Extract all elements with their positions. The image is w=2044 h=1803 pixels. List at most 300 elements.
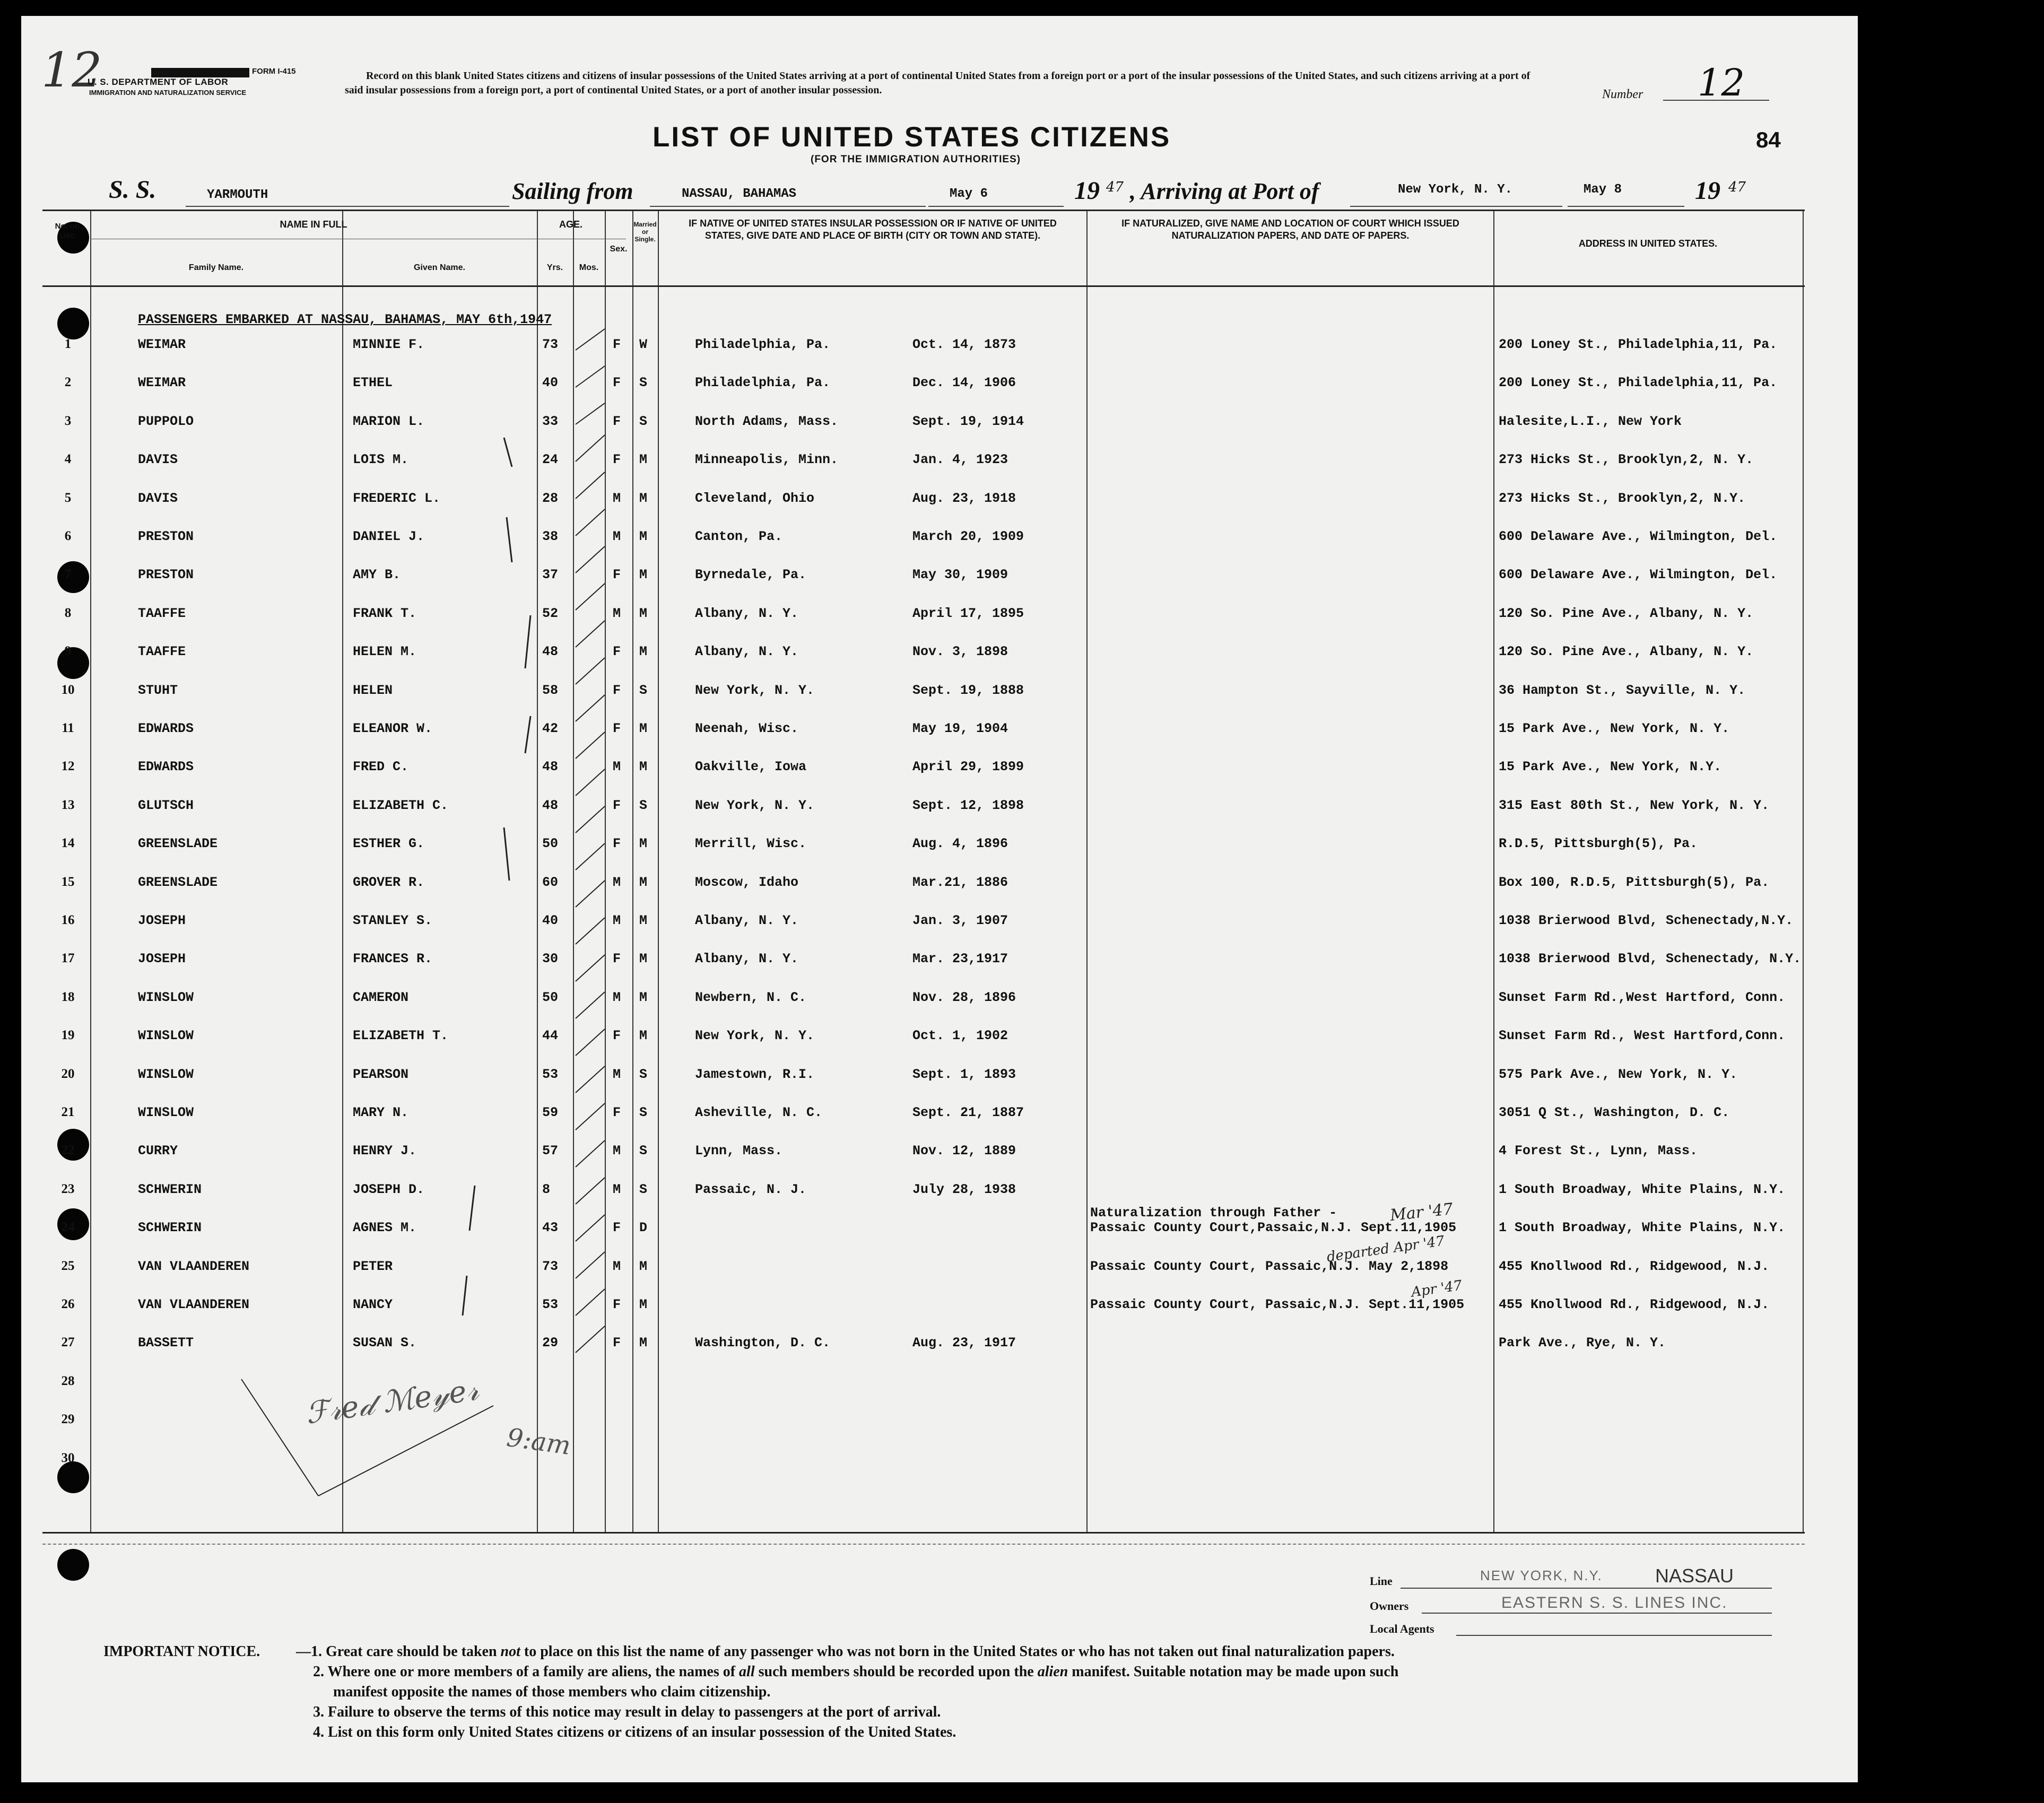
family-name: GREENSLADE bbox=[138, 836, 218, 852]
naturalization: Passaic County Court, Passaic,N.J. Sept.11,1905 bbox=[1090, 1297, 1465, 1312]
birth-date: April 17, 1895 bbox=[912, 605, 1024, 621]
family-name: WEIMAR bbox=[138, 375, 186, 391]
row-number: 2 bbox=[64, 375, 72, 390]
given-name: ELIZABETH T. bbox=[353, 1028, 449, 1044]
birth-date: Jan. 3, 1907 bbox=[912, 913, 1008, 928]
family-name: DAVIS bbox=[138, 452, 178, 468]
notice-2-emph: all bbox=[739, 1663, 755, 1680]
marital-status: M bbox=[639, 1335, 648, 1351]
address: 200 Loney St., Philadelphia,11, Pa. bbox=[1499, 375, 1778, 391]
age-years: 30 bbox=[542, 951, 559, 967]
sex: F bbox=[613, 337, 621, 352]
address: 120 So. Pine Ave., Albany, N. Y. bbox=[1499, 605, 1754, 621]
intro-text: Record on this blank United States citizens and citizens of insular possessions of the United States arriving at a port of continental United States from a foreign port or a port of the insular possessions of the United States, and such citizens arriving at a port of said insular possessions from a foreign port, a port of continental United States, or a port of another insular possession. bbox=[345, 70, 1530, 96]
address: 600 Delaware Ave., Wilmington, Del. bbox=[1499, 567, 1778, 583]
sex: M bbox=[613, 759, 621, 775]
row-number: 12 bbox=[61, 759, 75, 774]
row-number: 8 bbox=[64, 605, 72, 620]
col-header-mos: Mos. bbox=[579, 263, 599, 272]
family-name: DAVIS bbox=[138, 490, 178, 506]
sex: M bbox=[613, 1181, 621, 1197]
address: Box 100, R.D.5, Pittsburgh(5), Pa. bbox=[1499, 874, 1770, 890]
sex: F bbox=[613, 951, 621, 967]
address: 273 Hicks St., Brooklyn,2, N.Y. bbox=[1499, 490, 1746, 506]
marital-status: S bbox=[639, 413, 648, 429]
row-number: 13 bbox=[61, 797, 75, 812]
given-name: MINNIE F. bbox=[353, 337, 425, 352]
naturalization: Passaic County Court, Passaic,N.J. May 2,1898 bbox=[1090, 1258, 1449, 1274]
family-name: PUPPOLO bbox=[138, 413, 194, 429]
given-name: FRED C. bbox=[353, 759, 409, 775]
birth-date: Sept. 12, 1898 bbox=[912, 797, 1024, 813]
address: 4 Forest St., Lynn, Mass. bbox=[1499, 1143, 1698, 1159]
row-number: 29 bbox=[61, 1412, 75, 1427]
marital-status: S bbox=[639, 797, 648, 813]
sex: M bbox=[613, 874, 621, 890]
sex: F bbox=[613, 452, 621, 468]
birth-date: Sept. 1, 1893 bbox=[912, 1066, 1016, 1082]
row-number: 5 bbox=[64, 490, 72, 505]
row-number: 19 bbox=[61, 1028, 75, 1043]
given-name: JOSEPH D. bbox=[353, 1181, 425, 1197]
birth-place: Cleveland, Ohio bbox=[695, 490, 815, 506]
row-number: 27 bbox=[61, 1335, 75, 1350]
notice-3: 3. Failure to observe the terms of this notice may result in delay to passengers at the port of arrival. bbox=[313, 1704, 941, 1720]
birth-date: Nov. 3, 1898 bbox=[912, 644, 1008, 660]
marital-status: S bbox=[639, 1066, 648, 1082]
age-years: 8 bbox=[542, 1181, 551, 1197]
address: 1 South Broadway, White Plains, N.Y. bbox=[1499, 1220, 1786, 1236]
notice-2-emph2: alien bbox=[1037, 1663, 1068, 1680]
marital-status: M bbox=[639, 452, 648, 468]
address: Sunset Farm Rd.,West Hartford, Conn. bbox=[1499, 989, 1786, 1005]
age-years: 48 bbox=[542, 797, 559, 813]
age-years: 57 bbox=[542, 1143, 559, 1159]
given-name: MARION L. bbox=[353, 413, 425, 429]
col-header-married: Married or Single. bbox=[633, 221, 657, 243]
birth-place: Canton, Pa. bbox=[695, 529, 783, 544]
sex: F bbox=[613, 721, 621, 736]
annotation-row23: Mar '47 bbox=[1389, 1199, 1454, 1225]
family-name: JOSEPH bbox=[138, 951, 186, 967]
birth-place: North Adams, Mass. bbox=[695, 413, 839, 429]
page-title: LIST OF UNITED STATES CITIZENS bbox=[653, 121, 1171, 153]
row-number: 6 bbox=[64, 529, 72, 543]
number-label: Number bbox=[1602, 88, 1643, 101]
sex: M bbox=[613, 1143, 621, 1159]
given-name: FRANCES R. bbox=[353, 951, 433, 967]
birth-place: Philadelphia, Pa. bbox=[695, 375, 831, 391]
family-name: BASSETT bbox=[138, 1335, 194, 1351]
ss-label: S. S. bbox=[109, 176, 156, 204]
depart-year: 47 bbox=[1106, 179, 1124, 195]
age-years: 24 bbox=[542, 452, 559, 468]
birth-place: Byrnedale, Pa. bbox=[695, 567, 807, 583]
row-number: 10 bbox=[61, 682, 75, 697]
sex: M bbox=[613, 1258, 621, 1274]
marital-status: M bbox=[639, 759, 648, 775]
birth-place: Minneapolis, Minn. bbox=[695, 452, 839, 468]
signature-time: 9:am bbox=[505, 1422, 573, 1461]
annotation-row25: Apr '47 bbox=[1410, 1277, 1463, 1301]
sex: M bbox=[613, 1066, 621, 1082]
given-name: LOIS M. bbox=[353, 452, 409, 468]
birth-date: July 28, 1938 bbox=[912, 1181, 1016, 1197]
ship-name: YARMOUTH bbox=[207, 188, 268, 202]
given-name: AMY B. bbox=[353, 567, 401, 583]
family-name: GLUTSCH bbox=[138, 797, 194, 813]
bracket-mark-2 bbox=[525, 615, 530, 753]
col-header-birth: IF NATIVE OF UNITED STATES INSULAR POSSESSION OR IF NATIVE OF UNITED STATES, GIVE DATE AND PLACE OF BIRTH (CITY OR TOWN AND STATE). bbox=[689, 218, 1057, 241]
departure-port: NASSAU, BAHAMAS bbox=[682, 187, 797, 201]
bracket-mark-4 bbox=[463, 1186, 475, 1316]
address: 1038 Brierwood Blvd, Schenectady,N.Y. bbox=[1499, 913, 1794, 928]
notice-2-suffix: manifest. Suitable notation may be made upon such bbox=[1068, 1663, 1399, 1680]
family-name: JOSEPH bbox=[138, 913, 186, 928]
age-years: 53 bbox=[542, 1066, 559, 1082]
department: U. S. DEPARTMENT OF LABOR bbox=[88, 77, 229, 87]
address: 455 Knollwood Rd., Ridgewood, N.J. bbox=[1499, 1297, 1770, 1312]
form-number: FORM I-415 bbox=[252, 67, 296, 76]
address: Halesite,L.I., New York bbox=[1499, 413, 1682, 429]
notice-2-line2: manifest opposite the names of those members who claim citizenship. bbox=[333, 1684, 771, 1700]
given-name: MARY N. bbox=[353, 1105, 409, 1120]
birth-place: Newbern, N. C. bbox=[695, 989, 807, 1005]
marital-status: S bbox=[639, 1181, 648, 1197]
given-name: DANIEL J. bbox=[353, 529, 425, 544]
col-header-family: Family Name. bbox=[188, 263, 244, 272]
arrival-date: May 8 bbox=[1584, 182, 1622, 197]
birth-date: Aug. 23, 1917 bbox=[912, 1335, 1016, 1351]
col-header-sex: Sex. bbox=[610, 245, 628, 254]
row-number: 18 bbox=[61, 989, 75, 1004]
sex: M bbox=[613, 490, 621, 506]
notice-4: 4. List on this form only United States citizens or citizens of an insular possession of the United States. bbox=[313, 1724, 956, 1740]
marital-status: S bbox=[639, 1143, 648, 1159]
given-name: ELIZABETH C. bbox=[353, 797, 449, 813]
birth-place: Passaic, N. J. bbox=[695, 1181, 807, 1197]
given-name: AGNES M. bbox=[353, 1220, 417, 1236]
row-number: 20 bbox=[61, 1066, 75, 1081]
sex: F bbox=[613, 1028, 621, 1044]
family-name: WINSLOW bbox=[138, 1028, 194, 1044]
family-name: PRESTON bbox=[138, 567, 194, 583]
arrival-port: New York, N. Y. bbox=[1398, 182, 1513, 197]
address: 315 East 80th St., New York, N. Y. bbox=[1499, 797, 1770, 813]
birth-place: Moscow, Idaho bbox=[695, 874, 799, 890]
birth-date: April 29, 1899 bbox=[912, 759, 1024, 775]
bracket-mark-3 bbox=[504, 828, 509, 881]
age-years: 42 bbox=[542, 721, 559, 736]
age-years: 52 bbox=[542, 605, 559, 621]
birth-place: Albany, N. Y. bbox=[695, 644, 799, 660]
signature: ℱ𝓇𝑒𝒹 ℳ𝑒𝓎𝑒𝓇 bbox=[303, 1372, 481, 1431]
birth-date: Jan. 4, 1923 bbox=[912, 452, 1008, 468]
page-subtitle: (FOR THE IMMIGRATION AUTHORITIES) bbox=[811, 154, 1021, 165]
age-years: 43 bbox=[542, 1220, 559, 1236]
marital-status: M bbox=[639, 644, 648, 660]
footer-divider bbox=[42, 1544, 1805, 1545]
family-name: VAN VLAANDEREN bbox=[138, 1297, 250, 1312]
line-value-2: NASSAU bbox=[1655, 1565, 1734, 1587]
address: R.D.5, Pittsburgh(5), Pa. bbox=[1499, 836, 1698, 852]
notice-2-prefix: 2. Where one or more members of a family are aliens, the names of bbox=[313, 1663, 740, 1680]
sex: M bbox=[613, 605, 621, 621]
age-years: 50 bbox=[542, 836, 559, 852]
given-name: PEARSON bbox=[353, 1066, 409, 1082]
row-number: 25 bbox=[61, 1258, 75, 1273]
marital-status: M bbox=[639, 836, 648, 852]
birth-date: Sept. 19, 1914 bbox=[912, 413, 1024, 429]
col-header-address: ADDRESS IN UNITED STATES. bbox=[1578, 238, 1718, 249]
marital-status: M bbox=[639, 529, 648, 544]
row-number: 23 bbox=[61, 1181, 75, 1196]
age-years: 58 bbox=[542, 682, 559, 698]
row-number: 3 bbox=[64, 413, 72, 428]
family-name: WEIMAR bbox=[138, 337, 186, 352]
marital-status: S bbox=[639, 375, 648, 391]
birth-place: Albany, N. Y. bbox=[695, 951, 799, 967]
family-name: WINSLOW bbox=[138, 1105, 194, 1120]
sex: F bbox=[613, 836, 621, 852]
row-number: 1 bbox=[64, 337, 72, 351]
given-name: HELEN bbox=[353, 682, 393, 698]
family-name: TAAFFE bbox=[138, 644, 186, 660]
owners-blank bbox=[1422, 1613, 1772, 1614]
marital-status: M bbox=[639, 951, 648, 967]
notice-1-prefix: —1. Great care should be taken bbox=[296, 1643, 501, 1660]
given-name: SUSAN S. bbox=[353, 1335, 417, 1351]
age-years: 28 bbox=[542, 490, 559, 506]
family-name: CURRY bbox=[138, 1143, 178, 1159]
birth-date: Aug. 23, 1918 bbox=[912, 490, 1016, 506]
age-years: 44 bbox=[542, 1028, 559, 1044]
address: Sunset Farm Rd., West Hartford,Conn. bbox=[1499, 1028, 1786, 1044]
address: Park Ave., Rye, N. Y. bbox=[1499, 1335, 1666, 1351]
col-header-naturalized: IF NATURALIZED, GIVE NAME AND LOCATION OF COURT WHICH ISSUED NATURALIZATION PAPERS, AND DATE OF PAPERS. bbox=[1121, 218, 1459, 241]
given-name: ETHEL bbox=[353, 375, 393, 391]
family-name: TAAFFE bbox=[138, 605, 186, 621]
page-number: 84 bbox=[1756, 127, 1781, 152]
family-name: EDWARDS bbox=[138, 759, 194, 775]
sex: F bbox=[613, 1335, 621, 1351]
address: 600 Delaware Ave., Wilmington, Del. bbox=[1499, 529, 1778, 544]
row-number: 4 bbox=[64, 452, 72, 467]
family-name: GREENSLADE bbox=[138, 874, 218, 890]
birth-place: New York, N. Y. bbox=[695, 1028, 815, 1044]
marital-status: M bbox=[639, 989, 648, 1005]
marital-status: W bbox=[639, 337, 648, 352]
sex: F bbox=[613, 682, 621, 698]
address: 15 Park Ave., New York, N.Y. bbox=[1499, 759, 1722, 775]
age-ditto-ticks bbox=[576, 329, 605, 1353]
given-name: GROVER R. bbox=[353, 874, 425, 890]
address: 273 Hicks St., Brooklyn,2, N. Y. bbox=[1499, 452, 1754, 468]
birth-place: Washington, D. C. bbox=[695, 1335, 831, 1351]
birth-place: Jamestown, R.I. bbox=[695, 1066, 815, 1082]
family-name: WINSLOW bbox=[138, 989, 194, 1005]
sex: F bbox=[613, 1297, 621, 1312]
row-number: 21 bbox=[61, 1105, 75, 1119]
sex: F bbox=[613, 375, 621, 391]
marital-status: D bbox=[639, 1220, 648, 1236]
marital-status: S bbox=[639, 1105, 648, 1120]
address: 455 Knollwood Rd., Ridgewood, N.J. bbox=[1499, 1258, 1770, 1274]
birth-date: May 30, 1909 bbox=[912, 567, 1008, 583]
corner-handwritten-number: 12 bbox=[41, 42, 102, 98]
age-years: 50 bbox=[542, 989, 559, 1005]
age-years: 29 bbox=[542, 1335, 559, 1351]
notice-2-mid: such members should be recorded upon the bbox=[754, 1663, 1038, 1680]
agents-label: Local Agents bbox=[1370, 1622, 1434, 1635]
row-number: 15 bbox=[61, 874, 75, 889]
naturalization-line2: Passaic County Court,Passaic,N.J. Sept.11,1905 bbox=[1090, 1220, 1457, 1236]
age-years: 40 bbox=[542, 375, 559, 391]
col-header-age: AGE. bbox=[559, 219, 582, 230]
birth-date: Sept. 21, 1887 bbox=[912, 1105, 1024, 1120]
family-name: PRESTON bbox=[138, 529, 194, 544]
serial-number: 12 bbox=[1698, 61, 1745, 104]
birth-place: Albany, N. Y. bbox=[695, 605, 799, 621]
given-name: HELEN M. bbox=[353, 644, 417, 660]
birth-date: Nov. 28, 1896 bbox=[912, 989, 1016, 1005]
address: 1038 Brierwood Blvd, Schenectady, N.Y. bbox=[1499, 951, 1802, 967]
sailing-label: Sailing from bbox=[512, 178, 633, 204]
row-number: 9 bbox=[64, 644, 72, 659]
age-years: 73 bbox=[542, 337, 559, 352]
address: 15 Park Ave., New York, N. Y. bbox=[1499, 721, 1730, 736]
birth-date: Oct. 14, 1873 bbox=[912, 337, 1016, 352]
row-number: 7 bbox=[64, 567, 72, 582]
birth-place: New York, N. Y. bbox=[695, 682, 815, 698]
marital-status: M bbox=[639, 490, 648, 506]
arrival-year-prefix: 19 bbox=[1695, 177, 1720, 205]
marital-status: M bbox=[639, 1028, 648, 1044]
birth-place: Lynn, Mass. bbox=[695, 1143, 783, 1159]
line-value: NEW YORK, N.Y. bbox=[1480, 1567, 1603, 1583]
notice-1-emph: not bbox=[500, 1643, 520, 1660]
given-name: PETER bbox=[353, 1258, 393, 1274]
row-number: 24 bbox=[61, 1220, 75, 1235]
birth-date: Oct. 1, 1902 bbox=[912, 1028, 1008, 1044]
family-name: VAN VLAANDEREN bbox=[138, 1258, 250, 1274]
line-blank bbox=[1401, 1588, 1772, 1589]
age-years: 37 bbox=[542, 567, 559, 583]
section-heading: PASSENGERS EMBARKED AT NASSAU, BAHAMAS, MAY 6th,1947 bbox=[138, 312, 552, 327]
address: 200 Loney St., Philadelphia,11, Pa. bbox=[1499, 337, 1778, 352]
row-number: 16 bbox=[61, 913, 75, 927]
given-name: ESTHER G. bbox=[353, 836, 425, 852]
annotation-row24: departed Apr '47 bbox=[1326, 1233, 1446, 1266]
sex: F bbox=[613, 1220, 621, 1236]
age-years: 48 bbox=[542, 759, 559, 775]
age-years: 40 bbox=[542, 913, 559, 928]
sex: F bbox=[613, 644, 621, 660]
address: 575 Park Ave., New York, N. Y. bbox=[1499, 1066, 1738, 1082]
row-number: 28 bbox=[61, 1373, 75, 1388]
birth-date: Sept. 19, 1888 bbox=[912, 682, 1024, 698]
birth-place: Oakville, Iowa bbox=[695, 759, 807, 775]
notice-1-suffix: to place on this list the name of any passenger who was not born in the United States or who has not taken out final naturalization papers. bbox=[520, 1643, 1395, 1660]
given-name: NANCY bbox=[353, 1297, 393, 1312]
row-number: 30 bbox=[61, 1450, 75, 1465]
given-name: FREDERIC L. bbox=[353, 490, 441, 506]
agents-blank bbox=[1456, 1635, 1772, 1636]
departure-date: May 6 bbox=[950, 187, 988, 201]
owners-label: Owners bbox=[1370, 1599, 1409, 1613]
sex: M bbox=[613, 913, 621, 928]
row-number: 22 bbox=[61, 1143, 75, 1158]
birth-date: Mar. 23,1917 bbox=[912, 951, 1008, 967]
row-number: 17 bbox=[61, 951, 75, 966]
age-years: 38 bbox=[542, 529, 559, 544]
age-years: 59 bbox=[542, 1105, 559, 1120]
line-label: Line bbox=[1370, 1574, 1393, 1588]
sex: M bbox=[613, 989, 621, 1005]
sex: F bbox=[613, 567, 621, 583]
marital-status: S bbox=[639, 682, 648, 698]
birth-date: Nov. 12, 1889 bbox=[912, 1143, 1016, 1159]
family-name: EDWARDS bbox=[138, 721, 194, 736]
marital-status: M bbox=[639, 1258, 648, 1274]
birth-place: Asheville, N. C. bbox=[695, 1105, 823, 1120]
birth-date: Aug. 4, 1896 bbox=[912, 836, 1008, 852]
col-header-name: NAME IN FULL bbox=[280, 219, 347, 230]
birth-date: May 19, 1904 bbox=[912, 721, 1008, 736]
sex: F bbox=[613, 797, 621, 813]
marital-status: M bbox=[639, 913, 648, 928]
birth-date: Mar.21, 1886 bbox=[912, 874, 1008, 890]
age-years: 48 bbox=[542, 644, 559, 660]
family-name: STUHT bbox=[138, 682, 178, 698]
marital-status: M bbox=[639, 874, 648, 890]
address: 1 South Broadway, White Plains, N.Y. bbox=[1499, 1181, 1786, 1197]
birth-date: Dec. 14, 1906 bbox=[912, 375, 1016, 391]
depart-year-prefix: 19 bbox=[1074, 177, 1100, 205]
address: 120 So. Pine Ave., Albany, N. Y. bbox=[1499, 644, 1754, 660]
given-name: HENRY J. bbox=[353, 1143, 417, 1159]
family-name: SCHWERIN bbox=[138, 1220, 202, 1236]
sex: F bbox=[613, 1105, 621, 1120]
marital-status: M bbox=[639, 1297, 648, 1312]
marital-status: M bbox=[639, 721, 648, 736]
address: 36 Hampton St., Sayville, N. Y. bbox=[1499, 682, 1746, 698]
given-name: ELEANOR W. bbox=[353, 721, 433, 736]
birth-place: Philadelphia, Pa. bbox=[695, 337, 831, 352]
col-header-yrs: Yrs. bbox=[546, 263, 563, 272]
age-years: 53 bbox=[542, 1297, 559, 1312]
age-years: 33 bbox=[542, 413, 559, 429]
birth-date: March 20, 1909 bbox=[912, 529, 1024, 544]
address: 3051 Q St., Washington, D. C. bbox=[1499, 1105, 1730, 1120]
notice-2 bbox=[313, 1662, 1398, 1682]
marital-status: M bbox=[639, 567, 648, 583]
given-name: STANLEY S. bbox=[353, 913, 433, 928]
age-years: 60 bbox=[542, 874, 559, 890]
birth-place: Merrill, Wisc. bbox=[695, 836, 807, 852]
row-number: 26 bbox=[61, 1297, 75, 1311]
sex: M bbox=[613, 529, 621, 544]
given-name: CAMERON bbox=[353, 989, 409, 1005]
age-years: 73 bbox=[542, 1258, 559, 1274]
service: IMMIGRATION AND NATURALIZATION SERVICE bbox=[89, 89, 247, 97]
arriving-label: , Arriving at Port of bbox=[1130, 178, 1319, 204]
owners-value: EASTERN S. S. LINES INC. bbox=[1501, 1594, 1728, 1612]
birth-place: Albany, N. Y. bbox=[695, 913, 799, 928]
row-number: 11 bbox=[62, 721, 74, 735]
given-name: FRANK T. bbox=[353, 605, 417, 621]
naturalization: Naturalization through Father - bbox=[1090, 1205, 1337, 1221]
